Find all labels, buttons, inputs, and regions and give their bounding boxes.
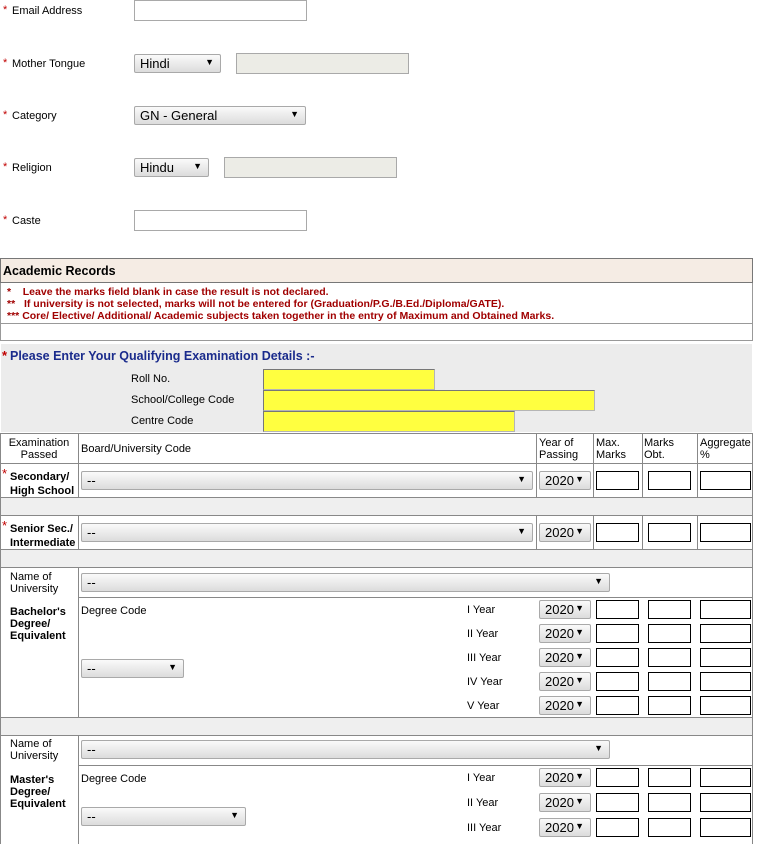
required-mark: * (3, 109, 8, 121)
required-mark: * (3, 214, 8, 226)
bachelor-max-marks-input[interactable] (596, 672, 639, 691)
bachelor-aggregate-input[interactable] (700, 696, 751, 715)
academic-records-header (0, 258, 753, 283)
senior-board-select[interactable]: -- ▼ (81, 523, 533, 542)
bachelor-university-label: Name of University (10, 571, 59, 595)
chevron-down-icon: ▼ (594, 743, 603, 753)
senior-marks-obt-input[interactable] (648, 523, 691, 542)
master-max-marks-input[interactable] (596, 818, 639, 837)
bachelor-marks-obt-input[interactable] (648, 624, 691, 643)
chevron-down-icon: ▼ (517, 474, 526, 484)
bachelor-year-label: V Year (467, 700, 500, 712)
bachelor-aggregate-input[interactable] (700, 600, 751, 619)
chevron-down-icon: ▼ (575, 699, 584, 709)
bachelor-marks-obt-input[interactable] (648, 696, 691, 715)
master-year-label: I Year (467, 772, 496, 784)
bachelor-degree-code-select[interactable]: -- ▼ (81, 659, 184, 678)
roll-no-input[interactable] (263, 369, 435, 390)
chevron-down-icon: ▼ (575, 651, 584, 661)
master-aggregate-input[interactable] (700, 793, 751, 812)
required-mark: * (3, 4, 8, 16)
bachelor-marks-obt-input[interactable] (648, 600, 691, 619)
secondary-aggregate-input[interactable] (700, 471, 751, 490)
bachelor-degree-code-label: Degree Code (81, 605, 147, 617)
required-mark: * (2, 466, 8, 481)
master-year-select[interactable]: 2020 ▼ (539, 793, 591, 812)
bachelor-max-marks-input[interactable] (596, 624, 639, 643)
bachelor-university-select[interactable]: -- ▼ (81, 573, 610, 592)
master-year-select[interactable]: 2020 ▼ (539, 768, 591, 787)
master-marks-obt-input[interactable] (648, 793, 691, 812)
senior-aggregate-input[interactable] (700, 523, 751, 542)
master-aggregate-input[interactable] (700, 818, 751, 837)
mother-tongue-other-input[interactable] (236, 53, 409, 74)
bachelor-year-label: I Year (467, 604, 496, 616)
religion-value: Hindu (140, 160, 174, 175)
spacer-row (0, 324, 753, 341)
school-code-input[interactable] (263, 390, 595, 411)
bachelor-max-marks-input[interactable] (596, 600, 639, 619)
master-year-label: III Year (467, 822, 502, 834)
school-code-label: School/College Code (131, 394, 235, 406)
bachelor-year-select[interactable]: 2020 ▼ (539, 600, 591, 619)
category-value: GN - General (140, 108, 218, 123)
qualifying-heading: Please Enter Your Qualifying Examination Details :- (10, 349, 315, 363)
bachelor-year-select[interactable]: 2020 ▼ (539, 624, 591, 643)
bachelor-year-label: IV Year (467, 676, 503, 688)
master-university-label: Name of University (10, 738, 59, 762)
email-input[interactable] (134, 0, 307, 21)
chevron-down-icon: ▼ (594, 576, 603, 586)
header-aggregate: Aggregate % (700, 437, 751, 461)
mother-tongue-label: Mother Tongue (12, 58, 86, 70)
bachelor-year-label: III Year (467, 652, 502, 664)
centre-code-input[interactable] (263, 411, 515, 432)
chevron-down-icon: ▼ (575, 526, 584, 536)
note-1: * Leave the marks field blank in case the result is not declared. (7, 286, 329, 298)
religion-other-input[interactable] (224, 157, 397, 178)
required-mark: * (2, 518, 8, 533)
header-year-of-passing: Year of Passing (539, 437, 579, 461)
note-2: ** If university is not selected, marks will not be entered for (Graduation/P.G./B.Ed./Diploma/GATE). (7, 298, 505, 310)
chevron-down-icon: ▼ (290, 109, 299, 119)
academic-notes (0, 283, 753, 324)
caste-label: Caste (12, 215, 41, 227)
bachelor-aggregate-input[interactable] (700, 624, 751, 643)
chevron-down-icon: ▼ (575, 821, 584, 831)
header-marks-obt: Marks Obt. (644, 437, 674, 461)
bachelor-marks-obt-input[interactable] (648, 672, 691, 691)
senior-max-marks-input[interactable] (596, 523, 639, 542)
master-degree-code-select[interactable]: -- ▼ (81, 807, 246, 826)
bachelor-year-select[interactable]: 2020 ▼ (539, 648, 591, 667)
master-university-select[interactable]: -- ▼ (81, 740, 610, 759)
header-board: Board/University Code (81, 443, 192, 455)
chevron-down-icon: ▼ (575, 474, 584, 484)
master-year-select[interactable]: 2020 ▼ (539, 818, 591, 837)
roll-no-label: Roll No. (131, 373, 171, 385)
chevron-down-icon: ▼ (205, 57, 214, 67)
senior-label: Senior Sec./ Intermediate (10, 523, 76, 549)
chevron-down-icon: ▼ (575, 796, 584, 806)
bachelor-aggregate-input[interactable] (700, 672, 751, 691)
master-degree-code-label: Degree Code (81, 773, 147, 785)
secondary-max-marks-input[interactable] (596, 471, 639, 490)
master-aggregate-input[interactable] (700, 768, 751, 787)
category-label: Category (12, 110, 57, 122)
secondary-board-select[interactable]: -- ▼ (81, 471, 533, 490)
bachelor-year-select[interactable]: 2020 ▼ (539, 672, 591, 691)
caste-input[interactable] (134, 210, 307, 231)
required-mark: * (3, 57, 8, 69)
header-exam-passed: Examination Passed (8, 437, 70, 461)
note-3: *** Core/ Elective/ Additional/ Academic subjects taken together in the entry of Maximum and Obtained Marks. (7, 310, 555, 322)
master-year-label: II Year (467, 797, 499, 809)
bachelor-marks-obt-input[interactable] (648, 648, 691, 667)
master-max-marks-input[interactable] (596, 768, 639, 787)
chevron-down-icon: ▼ (575, 627, 584, 637)
religion-label: Religion (12, 162, 52, 174)
master-max-marks-input[interactable] (596, 793, 639, 812)
bachelor-year-label: II Year (467, 628, 499, 640)
email-label: Email Address (12, 5, 83, 17)
secondary-year-select[interactable]: 2020 ▼ (539, 471, 591, 490)
master-label: Master's Degree/ Equivalent (10, 774, 66, 810)
chevron-down-icon: ▼ (575, 771, 584, 781)
academic-records-title: Academic Records (3, 264, 116, 278)
bachelor-label: Bachelor's Degree/ Equivalent (10, 606, 66, 642)
category-select[interactable] (134, 106, 306, 125)
centre-code-label: Centre Code (131, 415, 194, 427)
master-marks-obt-input[interactable] (648, 818, 691, 837)
bachelor-year-select[interactable]: 2020 ▼ (539, 696, 591, 715)
header-max-marks: Max. Marks (596, 437, 626, 461)
required-mark: * (2, 348, 8, 363)
master-marks-obt-input[interactable] (648, 768, 691, 787)
mother-tongue-value: Hindi (140, 56, 170, 71)
required-mark: * (3, 161, 8, 173)
chevron-down-icon: ▼ (575, 675, 584, 685)
chevron-down-icon: ▼ (193, 161, 202, 171)
chevron-down-icon: ▼ (517, 526, 526, 536)
chevron-down-icon: ▼ (230, 810, 239, 820)
senior-year-select[interactable]: 2020 ▼ (539, 523, 591, 542)
secondary-marks-obt-input[interactable] (648, 471, 691, 490)
religion-select[interactable] (134, 158, 209, 177)
bachelor-max-marks-input[interactable] (596, 696, 639, 715)
secondary-label: Secondary/ High School (10, 471, 75, 497)
chevron-down-icon: ▼ (575, 603, 584, 613)
chevron-down-icon: ▼ (168, 662, 177, 672)
bachelor-max-marks-input[interactable] (596, 648, 639, 667)
bachelor-aggregate-input[interactable] (700, 648, 751, 667)
mother-tongue-select[interactable] (134, 54, 221, 73)
